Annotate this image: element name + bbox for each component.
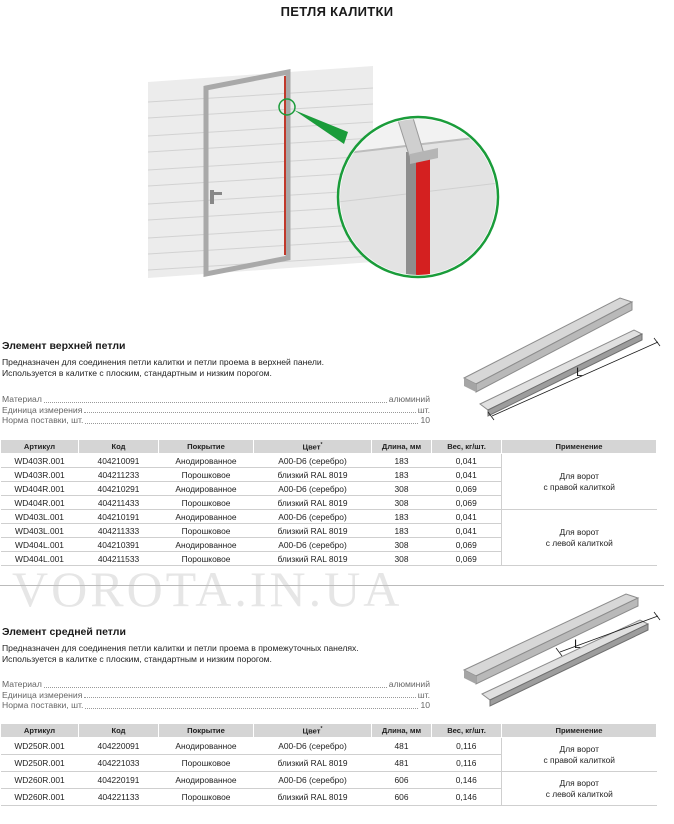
page-title: ПЕТЛЯ КАЛИТКИ	[280, 4, 394, 19]
column-header: Цвет*	[254, 440, 372, 454]
application-cell: Для ворот с правой калиткой	[502, 454, 657, 510]
table-row: WD403L.001 404211333 Порошковое близкий RAL 8019 183 0,041	[1, 524, 657, 538]
table-row: WD404L.001 404210391 Анодированное A00-D6 (серебро) 308 0,069	[1, 538, 657, 552]
table-row: WD403L.001 404210191 Анодированное A00-D6 (серебро) 183 0,041 Для ворот с левой калиткой	[1, 510, 657, 524]
table-row: WD250R.001 404220091 Анодированное A00-D6 (серебро) 481 0,116 Для ворот с правой калиткой	[1, 738, 657, 755]
column-header: Применение	[502, 440, 657, 454]
table-header-row	[1, 724, 657, 738]
table-row: WD404L.001 404211533 Порошковое близкий RAL 8019 308 0,069	[1, 552, 657, 566]
column-header: Применение	[502, 724, 657, 738]
column-header: Вес, кг/шт.	[432, 724, 502, 738]
column-header: Покрытие	[159, 724, 254, 738]
spec-table-middle-hinge	[0, 723, 657, 806]
table-row: WD404R.001 404210291 Анодированное A00-D6 (серебро) 308 0,069	[1, 482, 657, 496]
column-header: Код	[79, 440, 159, 454]
dimension-label: L	[574, 637, 581, 651]
section-description: Предназначен для соединения петли калитки и петли проема в верхней панели. Используется в калитке с плоским, стандартным и низким порогом.	[2, 357, 325, 378]
spec-table-top-hinge	[0, 439, 657, 566]
section-description: Предназначен для соединения петли калитки и петли проема в промежуточных панелях. Используется в калитке с плоским, стандартным и низким порогом.	[2, 643, 359, 664]
table-row: WD260R.001 404220191 Анодированное A00-D6 (серебро) 606 0,146 Для ворот с левой калиткой	[1, 772, 657, 789]
dimension-label: L	[576, 365, 583, 379]
section-heading-middle-hinge: Элемент средней петли	[2, 626, 126, 638]
properties-list: Материал алюминий Единица измерения шт. Норма поставки, шт. 10	[2, 679, 430, 710]
properties-list: Материал алюминий Единица измерения шт. Норма поставки, шт. 10	[2, 394, 430, 425]
table-row: WD404R.001 404211433 Порошковое близкий RAL 8019 308 0,069	[1, 496, 657, 510]
application-cell: Для ворот с правой калиткой	[502, 738, 657, 772]
table-row: WD403R.001 404211233 Порошковое близкий RAL 8019 183 0,041	[1, 468, 657, 482]
column-header: Артикул	[1, 440, 79, 454]
column-header: Длина, мм	[372, 724, 432, 738]
column-header: Покрытие	[159, 440, 254, 454]
table-row: WD250R.001 404221033 Порошковое близкий RAL 8019 481 0,116	[1, 755, 657, 772]
column-header: Вес, кг/шт.	[432, 440, 502, 454]
column-header: Артикул	[1, 724, 79, 738]
column-header: Цвет*	[254, 724, 372, 738]
table-header-row	[1, 440, 657, 454]
wicket-door-illustration	[148, 52, 508, 284]
watermark: VOROTA.IN.UA	[12, 561, 403, 617]
section-divider	[0, 585, 664, 586]
application-cell: Для ворот с левой калиткой	[502, 510, 657, 566]
section-heading-top-hinge: Элемент верхней петли	[2, 340, 126, 352]
table-row: WD260R.001 404221133 Порошковое близкий RAL 8019 606 0,146	[1, 789, 657, 806]
top-hinge-profile-drawing	[462, 296, 668, 424]
middle-hinge-profile-drawing	[462, 590, 668, 710]
application-cell: Для ворот с левой калиткой	[502, 772, 657, 806]
column-header: Длина, мм	[372, 440, 432, 454]
table-row: WD403R.001 404210091 Анодированное A00-D6 (серебро) 183 0,041 Для ворот с правой калиткой	[1, 454, 657, 468]
column-header: Код	[79, 724, 159, 738]
